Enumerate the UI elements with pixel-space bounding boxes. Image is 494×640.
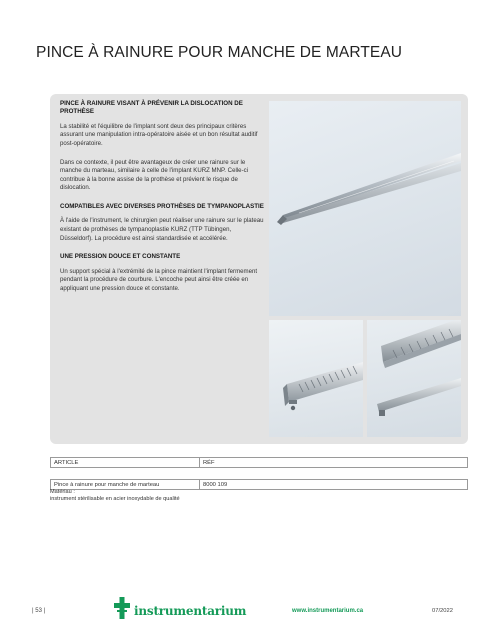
instrument-detail-photo [367,320,461,437]
section-paragraph: Dans ce contexte, il peut être avantageux de créer une rainure sur le manche du marteau, similaire à celle de l'implant KURZ MNP. Celle-ci contribue à la bonne assise de la prothèse et prévient le risque de dislocation. [60,158,248,192]
page-title: PINCE À RAINURE POUR MANCHE DE MARTEAU [36,44,403,61]
forceps-lower-arm [281,163,461,223]
article-table [50,457,468,490]
ref-header: RÉF [200,458,468,468]
material-value: instrument stérilisable en acier inoxydable de qualité [50,496,180,503]
section-heading: UNE PRESSION DOUCE ET CONSTANTE [60,253,181,261]
table-header-row [51,458,468,468]
article-name: Pince à rainure pour manche de marteau [51,480,200,490]
edition-date: 07/2022 [432,608,453,614]
section-dislocation [60,100,265,193]
page-number: | 53 | [32,608,46,614]
description-column [60,100,265,303]
table-spacer [51,468,468,480]
article-header: ARTICLE [51,458,200,468]
section-pressure [60,253,265,293]
section-paragraph: La stabilité et l'équilibre de l'implant sont deux des principaux critères assurant une manipulation intra-opératoire aisée et un bon résultat auditif post-opératoire. [60,122,258,147]
brand-name: instrumentarium [134,604,247,618]
instrument-tip-photo [269,320,363,437]
table-row [51,480,468,490]
section-heading: COMPATIBLES AVEC DIVERSES PROTHÈSES DE TYMPANOPLASTIE [60,202,264,210]
website-link[interactable]: www.instrumentarium.ca [292,608,364,614]
section-paragraph: À l'aide de l'instrument, le chirurgien peut réaliser une rainure sur le plateau existant de prothèses de tympanoplastie KURZ (TTP Tübingen, Düsseldorf). La procédure est ainsi standardisée et accélérée. [60,217,264,242]
medical-cross-icon [114,597,130,619]
section-compatibility [60,203,265,243]
article-ref: 8000 109 [200,480,468,490]
section-heading: PINCE À RAINURE VISANT À PRÉVENIR LA DISLOCATION DE PROTHÈSE [60,100,243,116]
material-label: Matériau : [50,489,75,495]
section-paragraph: Un support spécial à l'extrémité de la pince maintient l'implant fermement pendant la procédure de courbure. L'encoche peut ainsi être créée en appliquant une pression douce et constante. [60,267,258,292]
material-info [50,489,180,504]
brand-logo [114,596,246,620]
instrument-photo-main [269,101,461,316]
